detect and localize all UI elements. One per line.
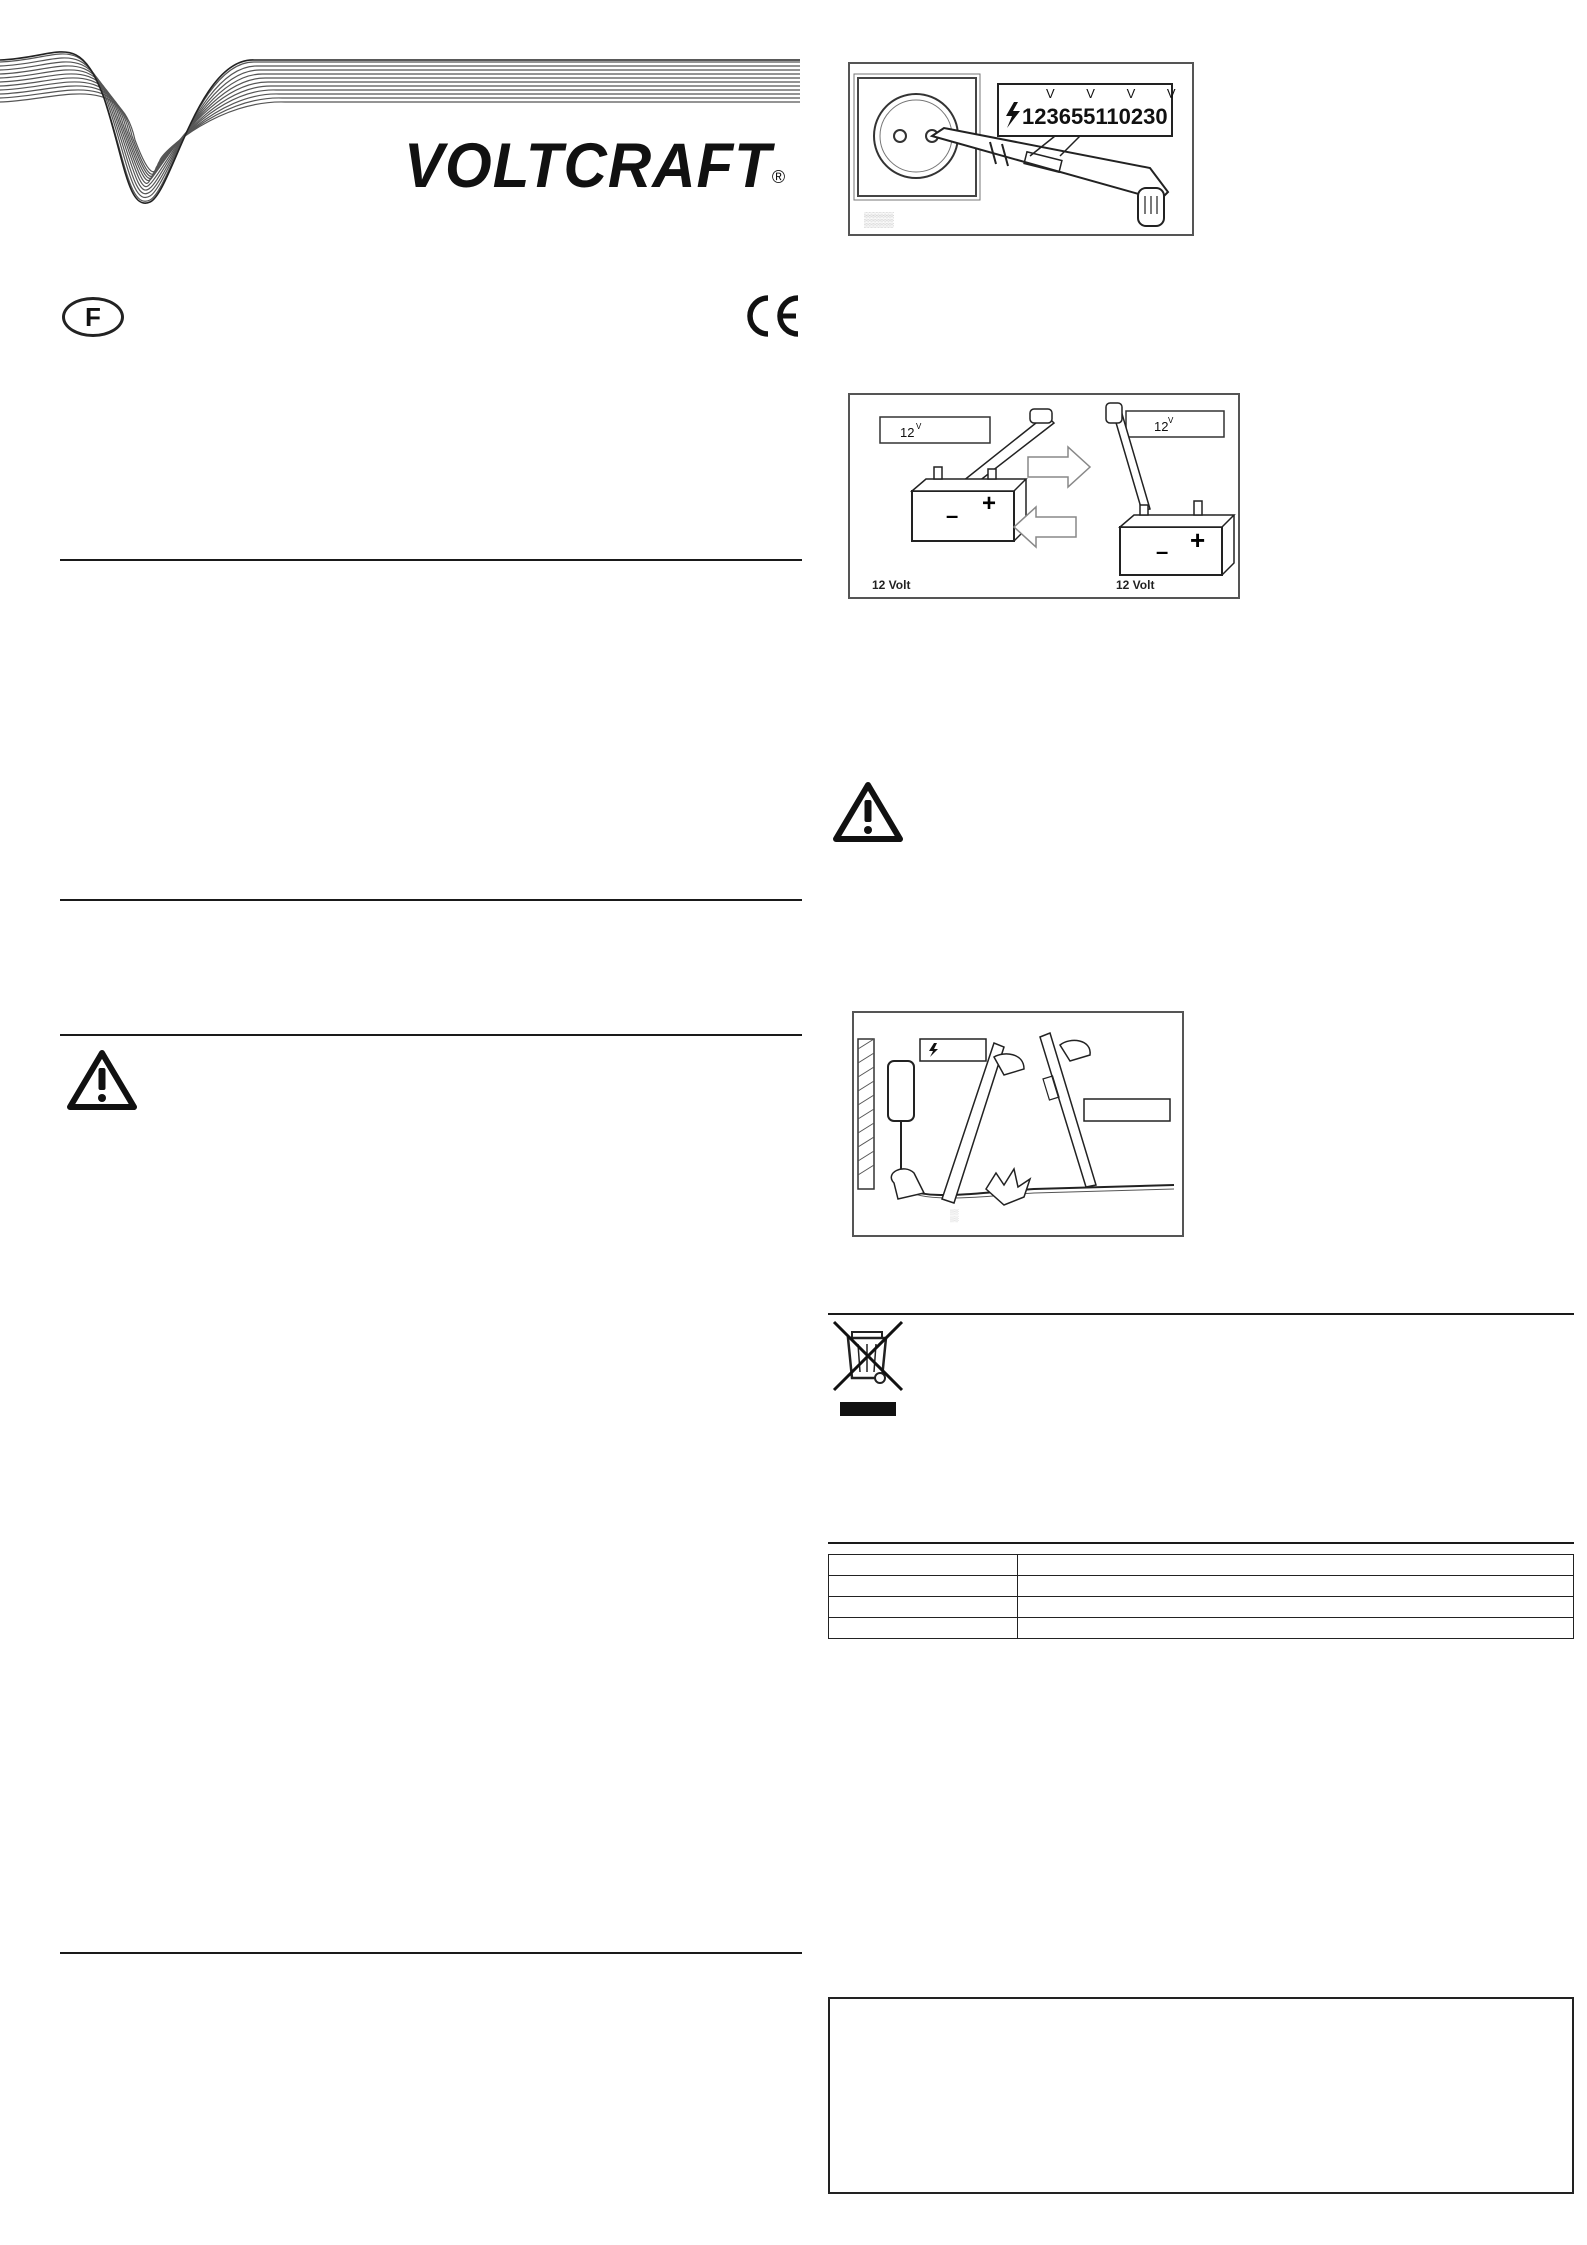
figure-socket-test — [848, 62, 1194, 236]
socket-display-readout: 123655110230 — [1022, 104, 1168, 129]
spec-table — [828, 1554, 1574, 1639]
battery-test-illustration — [850, 395, 1238, 597]
right-display-unit: V — [1168, 416, 1174, 425]
table-row — [829, 1555, 1574, 1576]
left-battery-label: 12 Volt — [872, 578, 911, 592]
crossed-out-bin-icon — [830, 1318, 906, 1418]
left-display-unit: V — [916, 422, 922, 431]
socket-test-illustration — [850, 64, 1192, 234]
warning-triangle-icon — [832, 780, 904, 844]
figure-battery-test — [848, 393, 1240, 599]
cable-break-illustration — [854, 1013, 1182, 1235]
table-row — [829, 1576, 1574, 1597]
section-divider — [60, 1952, 802, 1954]
left-display-value: 12 — [900, 425, 915, 440]
language-badge — [62, 297, 124, 337]
section-divider — [60, 559, 802, 561]
table-row — [829, 1618, 1574, 1639]
right-display-value: 12 — [1154, 419, 1169, 434]
language-code: F — [85, 301, 101, 332]
svg-text:–: – — [1156, 539, 1169, 564]
ce-mark-icon — [740, 293, 802, 339]
brand-name: VOLTCRAFT — [404, 130, 772, 201]
legal-notice-box — [828, 1997, 1574, 2194]
svg-text:+: + — [1190, 525, 1206, 555]
svg-text:–: – — [946, 503, 959, 528]
section-divider — [60, 899, 802, 901]
section-divider — [60, 1034, 802, 1036]
svg-text:▒▒▒: ▒▒▒ — [864, 211, 894, 227]
section-divider — [828, 1542, 1574, 1544]
figure-cable-break-test — [852, 1011, 1184, 1237]
svg-text:+: + — [982, 490, 997, 517]
table-row — [829, 1597, 1574, 1618]
svg-text:▒: ▒ — [950, 1208, 959, 1222]
warning-triangle-icon — [66, 1048, 138, 1112]
brand-logo — [404, 130, 787, 201]
section-divider — [828, 1313, 1574, 1315]
socket-display-ticks: V V V V — [1046, 86, 1190, 101]
registered-mark: ® — [771, 166, 787, 187]
right-battery-label: 12 Volt — [1116, 578, 1155, 592]
